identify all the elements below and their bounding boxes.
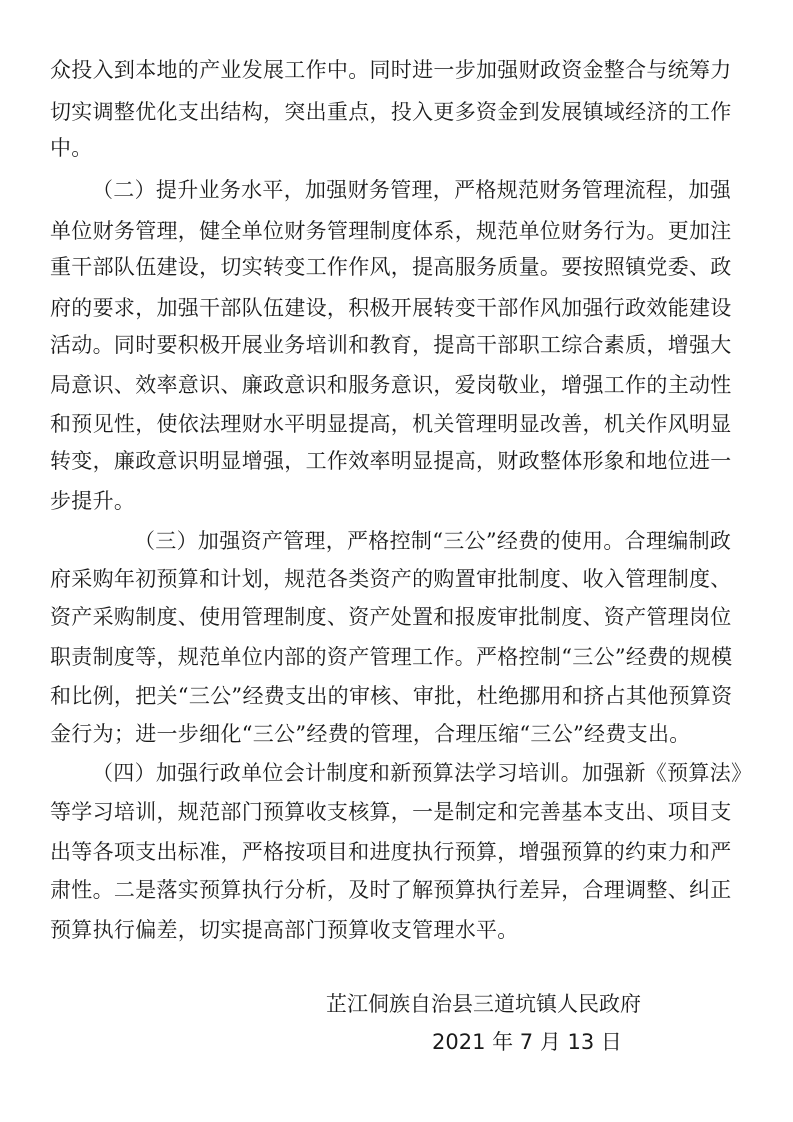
body-line-6: 重干部队伍建设，切实转变工作作风，提高服务质量。要按照镇党委、政 [50,255,732,279]
body-line-10: 和预见性，使依法理财水平明显提高，机关管理明显改善，机关作风明显 [50,412,732,436]
body-line-20: 等学习培训，规范部门预算收支核算，一是制定和完善基本支出、项目支 [50,800,732,824]
body-line-3: 中。 [50,136,93,160]
body-line-15: 资产采购制度、使用管理制度、资产处置和报废审批制度、资产管理岗位 [50,605,732,629]
body-line-13: （三）加强资产管理，严格控制“三公”经费的使用。合理编制政 [134,529,732,553]
body-line-23: 预算执行偏差，切实提高部门预算收支管理水平。 [50,918,519,942]
body-line-7: 府的要求，加强干部队伍建设，积极开展转变干部作风加强行政效能建设 [50,296,732,320]
body-line-2: 切实调整优化支出结构，突出重点，投入更多资金到发展镇域经济的工作 [50,100,732,124]
body-line-17: 和比例，把关“三公”经费支出的审核、审批，杜绝挪用和挤占其他预算资 [50,684,733,708]
body-line-19: （四）加强行政单位会计制度和新预算法学习培训。加强新《预算法》 [92,761,753,785]
body-line-14: 府采购年初预算和计划，规范各类资产的购置审批制度、收入管理制度、 [50,567,732,591]
signature-date: 2021 年 7 月 13 日 [432,1030,622,1054]
body-line-11: 转变，廉政意识明显增强，工作效率明显提高，财政整体形象和地位进一 [50,449,732,473]
body-line-8: 活动。同时要积极开展业务培训和教育，提高干部职工综合素质，增强大 [50,333,732,357]
body-line-12: 步提升。 [50,489,136,513]
body-line-18: 金行为；进一步细化“三公”经费的管理，合理压缩“三公”经费支出。 [50,722,691,746]
signature-organization: 芷江侗族自治县三道坑镇人民政府 [326,992,641,1016]
body-line-22: 肃性。二是落实预算执行分析，及时了解预算执行差异，合理调整、纠正 [50,878,732,902]
body-line-21: 出等各项支出标准，严格按项目和进度执行预算，增强预算的约束力和严 [50,840,732,864]
body-line-4: （二）提升业务水平，加强财务管理，严格规范财务管理流程，加强 [92,178,731,202]
body-line-1: 众投入到本地的产业发展工作中。同时进一步加强财政资金整合与统筹力 [50,58,732,82]
body-line-16: 职责制度等，规范单位内部的资产管理工作。严格控制“三公”经费的规模 [50,645,733,669]
body-line-5: 单位财务管理，健全单位财务管理制度体系，规范单位财务行为。更加注 [50,219,732,243]
body-line-9: 局意识、效率意识、廉政意识和服务意识，爱岗敬业，增强工作的主动性 [50,373,732,397]
